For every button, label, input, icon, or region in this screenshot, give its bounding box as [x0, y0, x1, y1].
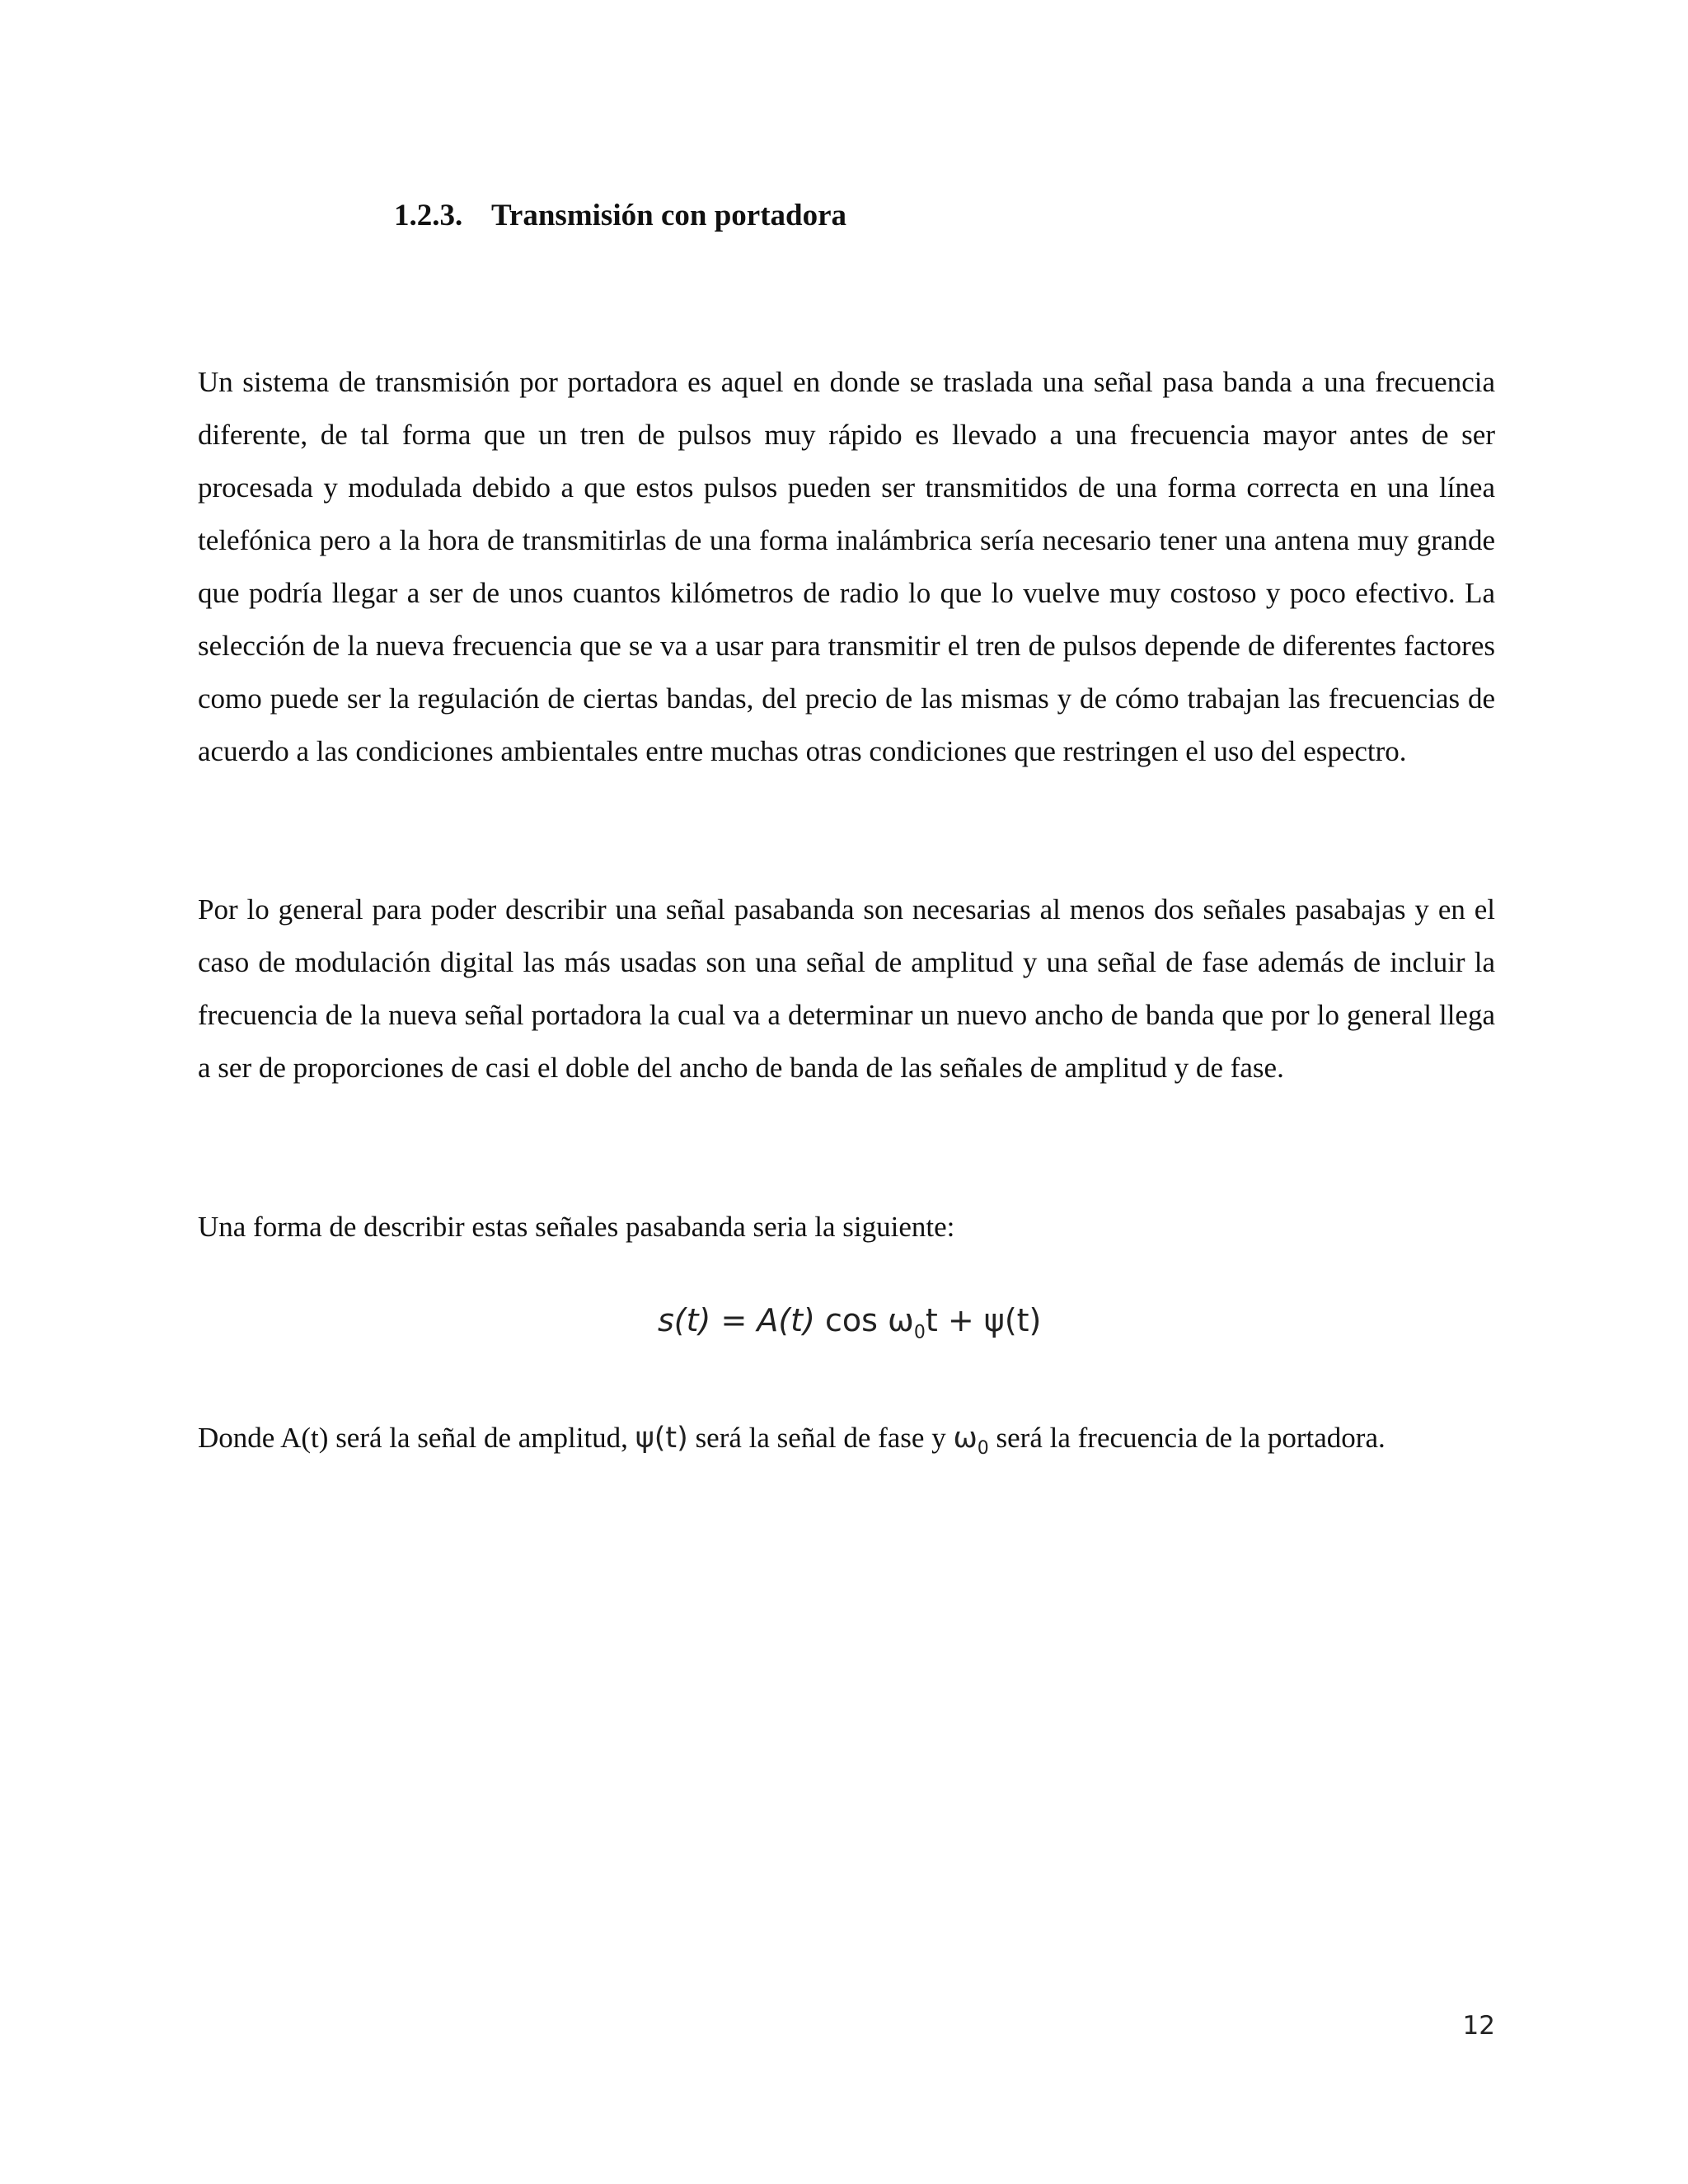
definition-part3: será la frecuencia de la portadora.: [988, 1422, 1386, 1454]
definition-part2: será la señal de fase y: [687, 1422, 954, 1454]
equation-plus: +: [937, 1302, 984, 1338]
section-heading: [394, 198, 846, 233]
equation-equals: =: [710, 1302, 757, 1338]
equation-cos: cos: [814, 1302, 889, 1338]
equation-t: t: [925, 1302, 938, 1338]
paragraph-definitions: [198, 1412, 1386, 1475]
passband-signal-equation: [658, 1302, 1041, 1343]
definition-omega: ω: [953, 1422, 978, 1455]
equation-amplitude: A(t): [757, 1302, 815, 1338]
page-number: 12: [1462, 2011, 1495, 2041]
definition-part1: Donde A(t) será la señal de amplitud,: [198, 1422, 635, 1454]
section-number: 1.2.3.: [394, 199, 463, 232]
equation-lhs: s(t): [658, 1302, 711, 1338]
paragraph-passband-description: Por lo general para poder describir una señal pasabanda son necesarias al menos dos señales pasabajas y en el caso de modulación digital las más usadas son una señal de amplitud y una señal de fase además de incluir la frecuencia de la nueva señal portadora la cual va a determinar un nuevo ancho de banda que por lo general llega a ser de proporciones de casi el doble del ancho de banda de las señales de amplitud y de fase.: [198, 893, 1495, 1084]
definition-psi: ψ(t): [635, 1422, 688, 1455]
paragraph-carrier-transmission: Un sistema de transmisión por portadora es aquel en donde se traslada una señal pasa banda a una frecuencia diferente, de tal forma que un tren de pulsos muy rápido es llevado a una frecuencia mayor antes de ser procesada y modulada debido a que estos pulsos pueden ser transmitidos de una forma correcta en una línea telefónica pero a la hora de transmitirlas de una forma inalámbrica sería necesario tener una antena muy grande que podría llegar a ser de unos cuantos kilómetros de radio lo que lo vuelve muy costoso y poco efectivo. La selección de la nueva frecuencia que se va a usar para transmitir el tren de pulsos depende de diferentes factores como puede ser la regulación de ciertas bandas, del precio de las mismas y de cómo trabajan las frecuencias de acuerdo a las condiciones ambientales entre muchas otras condiciones que restringen el uso del espectro.: [198, 366, 1495, 767]
equation-phase: ψ(t): [983, 1302, 1042, 1338]
paragraph-equation-intro: Una forma de describir estas señales pasabanda seria la siguiente:: [198, 1211, 955, 1243]
section-title: Transmisión con portadora: [491, 199, 847, 232]
definition-omega-subscript: 0: [977, 1438, 989, 1459]
equation-omega-subscript: 0: [913, 1322, 926, 1343]
equation-omega: ω: [888, 1302, 914, 1338]
